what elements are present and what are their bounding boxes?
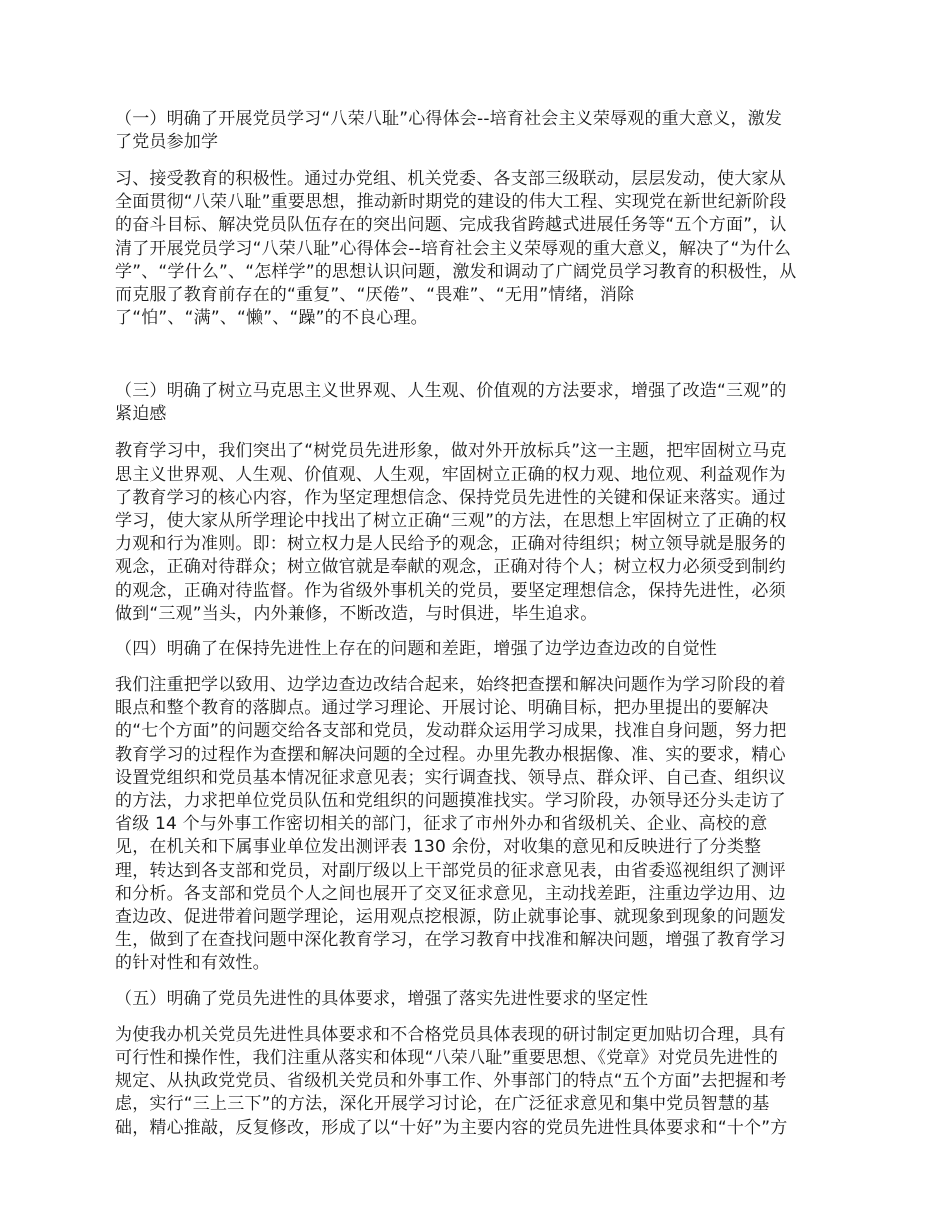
section-4-body-line: 的针对性和有效性。	[115, 953, 270, 974]
section-1-heading-line-1: （一）明确了开展党员学习“八荣八耻”心得体会--培育社会主义荣辱观的重大意义，激发	[115, 109, 783, 129]
section-3-body-line: 的观念，正确对待监督。作为省级外事机关的党员，要坚定理想信念，保持先进性，必须	[115, 580, 786, 601]
section-5-body-line: 虑，实行“三上三下”的方法，深化开展学习讨论，在广泛征求意见和集中党员智慧的基	[115, 1094, 770, 1115]
section-3-body-line: 力观和行为准则。即：树立权力是人民给予的观念，正确对待组织；树立领导就是服务的	[115, 534, 786, 555]
section-1-body-line: 清了开展党员学习“八荣八耻”心得体会--培育社会主义荣辱观的重大意义，解决了“为什么	[115, 238, 792, 259]
section-1-heading	[115, 108, 840, 154]
section-4-body-line: 的“七个方面”的问题交给各支部和党员，发动群众运用学习成果，找准自身问题，努力把	[115, 721, 787, 742]
section-4-body-line: 生，做到了在查找问题中深化教育学习，在学习教育中找准和解决问题，增强了教育学习	[115, 930, 786, 951]
section-4-body-line: 查边改、促进带着问题学理论，运用观点挖根源，防止就事论事、就现象到现象的问题发	[115, 907, 786, 928]
section-4-body-line: 省级 14 个与外事工作密切相关的部门，征求了市州外办和省级机关、企业、高校的意	[115, 814, 768, 835]
section-1-body-line: 习、接受教育的积极性。通过办党组、机关党委、各支部三级联动，层层发动，使大家从	[115, 169, 786, 189]
section-4-body-line: 设置党组织和党员基本情况征求意见表；实行调查找、领导点、群众评、自己查、组织议	[115, 767, 786, 788]
section-4-body-line: 的方法，力求把单位党员队伍和党组织的问题摸准找实。学习阶段，办领导还分头走访了	[115, 791, 786, 812]
section-1-heading-line-2: 了党员参加学	[115, 132, 219, 152]
section-3-body-line: 教育学习中，我们突出了“树党员先进形象，做对外开放标兵”这一主题，把牢固树立马克	[115, 441, 787, 462]
section-1-body-line: 学”、“学什么”、“怎样学”的思想认识问题，激发和调动了广阔党员学习教育的积极性，从	[115, 261, 797, 282]
section-5-body-line: 为使我办机关党员先进性具体要求和不合格党员具体表现的研讨制定更加贴切合理，具有	[115, 1024, 786, 1045]
section-3-heading	[115, 380, 840, 426]
section-5-heading-line-1: （五）明确了党员先进性的具体要求，增强了落实先进性要求的坚定性	[115, 988, 649, 1009]
section-5-body-line: 规定、从执政党党员、省级机关党员和外事工作、外事部门的特点“五个方面”去把握和考	[115, 1071, 787, 1092]
section-1-body-line: 而克服了教育前存在的“重复”、“厌倦”、“畏难”、“无用”情绪，消除	[115, 285, 635, 306]
section-5-body	[115, 1024, 840, 1140]
section-3-heading-line-2: 紧迫感	[115, 404, 167, 425]
section-3-body-line: 了教育学习的核心内容，作为坚定理想信念、保持党员先进性的关键和保证来落实。通过	[115, 487, 786, 508]
section-3-body-line: 做到“三观”当头，内外兼修，不断改造，与时俱进，毕生追求。	[115, 603, 598, 624]
section-3-heading-line-1: （三）明确了树立马克思主义世界观、人生观、价值观的方法要求，增强了改造“三观”的	[115, 381, 787, 402]
section-3-body-line: 学习，使大家从所学理论中找出了树立正确“三观”的方法，在思想上牢固树立了正确的权	[115, 511, 787, 532]
section-1-body-line: 了“怕”、“满”、“懒”、“躁”的不良心理。	[115, 308, 428, 329]
section-4-body-line: 教育学习的过程作为查摆和解决问题的全过程。办里先教办根据像、准、实的要求，精心	[115, 744, 786, 765]
section-4-body-line: 见，在机关和下属事业单位发出测评表 130 余份，对收集的意见和反映进行了分类整	[115, 837, 762, 858]
section-5-heading	[115, 988, 840, 1011]
section-4-heading	[115, 638, 840, 661]
section-1-body-line: 全面贯彻“八荣八耻”重要思想，推动新时期党的建设的伟大工程、实现党在新世纪新阶段	[115, 192, 787, 213]
section-3-body	[115, 440, 840, 626]
section-5-body-line: 础，精心推敲，反复修改，形成了以“十好”为主要内容的党员先进性具体要求和“十个”方	[115, 1117, 788, 1138]
section-3-body-line: 思主义世界观、人生观、价值观、人生观，牢固树立正确的权力观、地位观、利益观作为	[115, 464, 786, 485]
section-3-body-line: 观念，正确对待群众；树立做官就是奉献的观念，正确对待个人；树立权力必须受到制约	[115, 557, 786, 578]
section-5-body-line: 可行性和操作性，我们注重从落实和体现“八荣八耻”重要思想、《党章》对党员先进性的	[115, 1047, 779, 1068]
section-4-body	[115, 674, 840, 976]
section-1-body	[115, 168, 840, 330]
section-4-body-line: 眼点和整个教育的落脚点。通过学习理论、开展讨论、明确目标，把办里提出的要解决	[115, 698, 769, 719]
section-1-body-line: 的奋斗目标、解决党员队伍存在的突出问题、完成我省跨越式进展任务等“五个方面”，认	[115, 215, 787, 236]
section-4-body-line: 和分析。各支部和党员个人之间也展开了交叉征求意见，主动找差距，注重边学边用、边	[115, 883, 786, 904]
section-4-heading-line-1: （四）明确了在保持先进性上存在的问题和差距，增强了边学边查边改的自觉性	[115, 639, 717, 660]
section-4-body-line: 理，转达到各支部和党员，对副厅级以上干部党员的征求意见表，由省委巡视组织了测评	[115, 860, 786, 881]
document-page	[115, 108, 840, 1140]
section-4-body-line: 我们注重把学以致用、边学边查边改结合起来，始终把查摆和解决问题作为学习阶段的着	[115, 675, 786, 696]
